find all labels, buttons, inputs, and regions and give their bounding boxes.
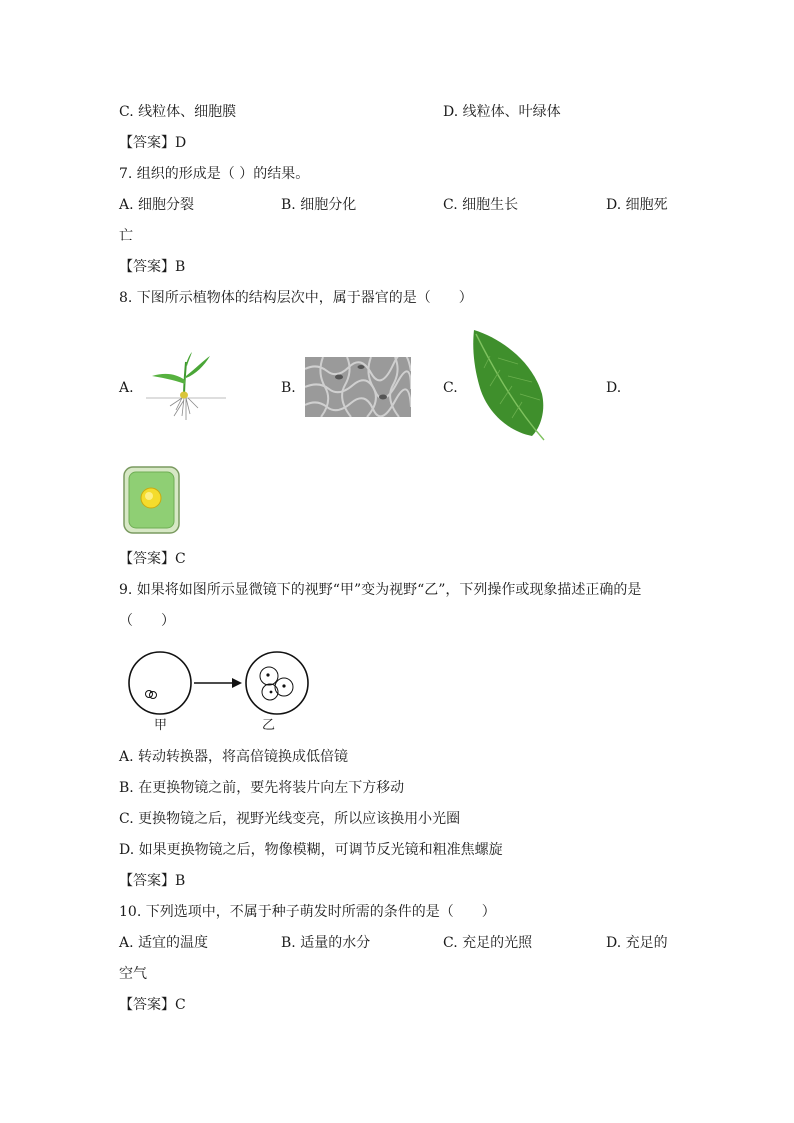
q7-stem: 7. 组织的形成是（ ）的结果。 <box>119 166 310 182</box>
q6-answer: 【答案】D <box>119 135 187 151</box>
q10-option-c: C. 充足的光照 <box>443 935 533 951</box>
q10-option-b: B. 适量的水分 <box>281 935 371 951</box>
seedling-image <box>146 350 226 422</box>
q6-option-d: D. 线粒体、叶绿体 <box>443 104 561 120</box>
q7-option-c: C. 细胞生长 <box>443 197 519 213</box>
plant-cell-image <box>123 466 180 534</box>
small-cells-icon <box>146 691 157 699</box>
q7-answer: 【答案】B <box>119 259 186 275</box>
q8-label-d: D. <box>606 380 622 396</box>
q7-option-d: D. 细胞死 <box>606 197 668 213</box>
q8-label-c: C. <box>443 380 458 396</box>
leaf-image <box>470 328 548 442</box>
q10-option-a: A. 适宜的温度 <box>119 935 209 951</box>
q7-option-a: A. 细胞分裂 <box>119 197 195 213</box>
q7-option-d-wrap: 亡 <box>119 228 133 244</box>
q9-answer: 【答案】B <box>119 873 186 889</box>
q10-option-d: D. 充足的 <box>606 935 668 951</box>
q10-answer: 【答案】C <box>119 997 186 1013</box>
q9-stem: 9. 如果将如图所示显微镜下的视野“甲”变为视野“乙”，下列操作或现象描述正确的是 <box>119 582 642 598</box>
q8-stem: 8. 下图所示植物体的结构层次中，属于器官的是（ ） <box>119 290 473 306</box>
q8-answer: 【答案】C <box>119 551 186 567</box>
q9-option-d: D. 如果更换物镜之后，物像模糊，可调节反光镜和粗准焦螺旋 <box>119 842 503 858</box>
q9-stem-wrap: （ ） <box>119 613 175 629</box>
q8-label-a: A. <box>119 380 134 396</box>
large-cells-icon <box>260 667 293 700</box>
q6-option-c: C. 线粒体、细胞膜 <box>119 104 237 120</box>
q10-stem: 10. 下列选项中，不属于种子萌发时所需的条件的是（ ） <box>119 904 496 920</box>
q9-option-a: A. 转动转换器，将高倍镜换成低倍镜 <box>119 749 349 765</box>
q9-option-c: C. 更换物镜之后，视野光线变亮，所以应该换用小光圈 <box>119 811 461 827</box>
q7-option-b: B. 细胞分化 <box>281 197 357 213</box>
q8-label-b: B. <box>281 380 296 396</box>
epidermis-tissue-image <box>305 357 411 417</box>
q10-option-d-wrap: 空气 <box>119 966 147 982</box>
field-yi-label: 乙 <box>262 718 276 733</box>
field-jia-label: 甲 <box>154 718 168 733</box>
q9-option-b: B. 在更换物镜之前，要先将装片向左下方移动 <box>119 780 405 796</box>
